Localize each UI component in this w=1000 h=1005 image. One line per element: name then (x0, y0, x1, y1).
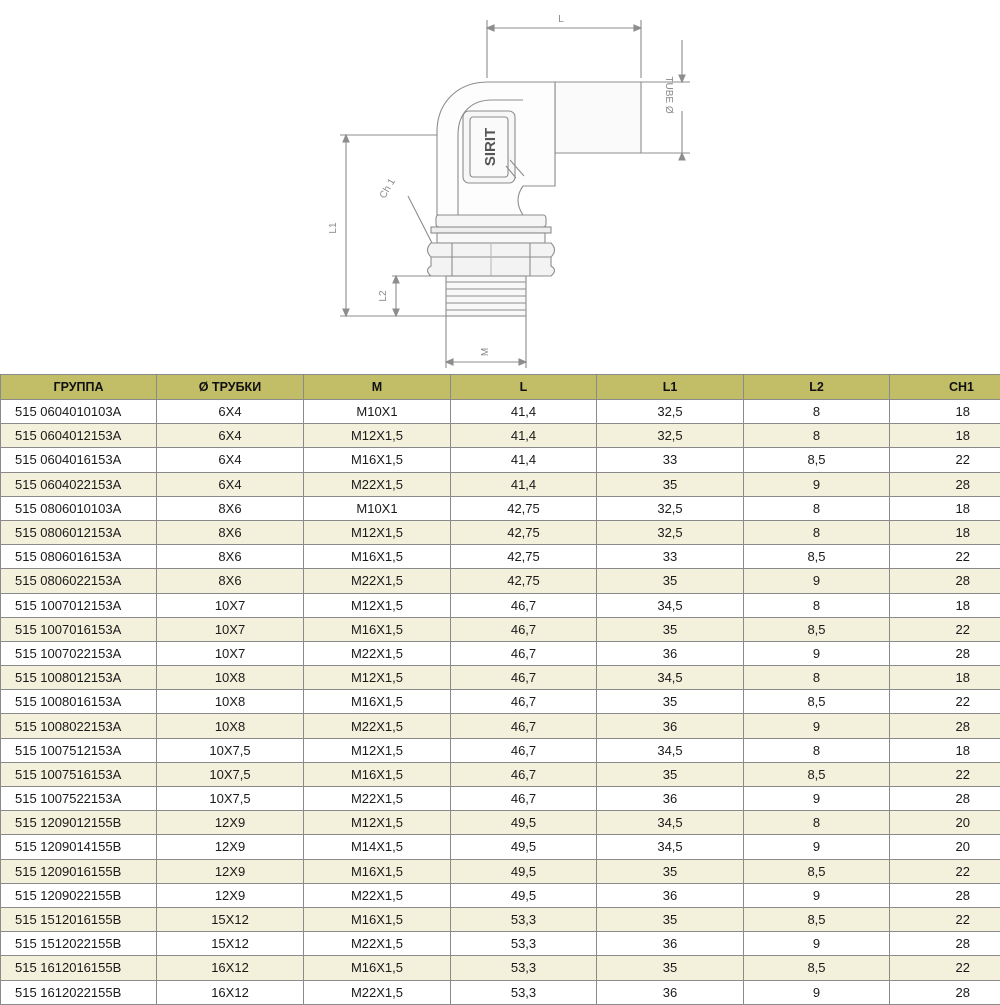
table-row (1, 617, 1000, 641)
cell-l1: 35 (597, 472, 744, 496)
cell-l2: 9 (744, 472, 890, 496)
cell-l2: 9 (744, 714, 890, 738)
cell-group: 515 1007016153A (1, 617, 157, 641)
cell-l1: 36 (597, 714, 744, 738)
cell-ch1: 18 (890, 400, 1000, 424)
cell-m: M16X1,5 (304, 859, 451, 883)
cell-group: 515 0604012153A (1, 424, 157, 448)
cell-m: M14X1,5 (304, 835, 451, 859)
cell-group: 515 1008022153A (1, 714, 157, 738)
cell-l1: 36 (597, 980, 744, 1004)
cell-l2: 8,5 (744, 762, 890, 786)
cell-m: M16X1,5 (304, 907, 451, 931)
cell-l1: 32,5 (597, 520, 744, 544)
cell-l1: 34,5 (597, 811, 744, 835)
cell-tube-diameter: 8X6 (157, 520, 304, 544)
dim-label-l1: L1 (328, 222, 339, 234)
cell-l: 42,75 (451, 496, 597, 520)
cell-group: 515 1512022155B (1, 932, 157, 956)
table-body (1, 400, 1000, 1005)
cell-ch1: 22 (890, 545, 1000, 569)
cell-l: 42,75 (451, 569, 597, 593)
cell-ch1: 22 (890, 617, 1000, 641)
cell-l2: 8 (744, 593, 890, 617)
cell-ch1: 28 (890, 569, 1000, 593)
cell-l2: 8,5 (744, 617, 890, 641)
cell-l: 49,5 (451, 859, 597, 883)
cell-m: M10X1 (304, 496, 451, 520)
cell-m: M10X1 (304, 400, 451, 424)
cell-ch1: 20 (890, 835, 1000, 859)
cell-l1: 35 (597, 956, 744, 980)
cell-ch1: 28 (890, 641, 1000, 665)
cell-l: 53,3 (451, 907, 597, 931)
cell-ch1: 28 (890, 932, 1000, 956)
cell-m: M22X1,5 (304, 787, 451, 811)
cell-m: M22X1,5 (304, 569, 451, 593)
cell-group: 515 0604010103A (1, 400, 157, 424)
cell-l: 46,7 (451, 738, 597, 762)
cell-group: 515 0806010103A (1, 496, 157, 520)
cell-m: M22X1,5 (304, 472, 451, 496)
cell-l1: 36 (597, 883, 744, 907)
cell-group: 515 0604016153A (1, 448, 157, 472)
cell-group: 515 1007522153A (1, 787, 157, 811)
column-header-l: L (451, 375, 597, 400)
cell-l1: 35 (597, 762, 744, 786)
cell-tube-diameter: 12X9 (157, 811, 304, 835)
cell-m: M16X1,5 (304, 617, 451, 641)
cell-tube-diameter: 10X8 (157, 714, 304, 738)
cell-tube-diameter: 8X6 (157, 496, 304, 520)
table-row (1, 714, 1000, 738)
cell-group: 515 0806016153A (1, 545, 157, 569)
cell-l2: 9 (744, 980, 890, 1004)
cell-l1: 35 (597, 617, 744, 641)
cell-l: 53,3 (451, 932, 597, 956)
cell-group: 515 0604022153A (1, 472, 157, 496)
table-row (1, 424, 1000, 448)
cell-ch1: 22 (890, 956, 1000, 980)
column-header-l1: L1 (597, 375, 744, 400)
cell-l1: 35 (597, 859, 744, 883)
cell-group: 515 1008016153A (1, 690, 157, 714)
table-row (1, 520, 1000, 544)
dim-label-l2: L2 (378, 290, 389, 302)
cell-tube-diameter: 12X9 (157, 883, 304, 907)
cell-tube-diameter: 8X6 (157, 545, 304, 569)
cell-l2: 9 (744, 835, 890, 859)
fitting-drawing (0, 0, 1000, 374)
cell-m: M16X1,5 (304, 690, 451, 714)
table-row (1, 956, 1000, 980)
cell-l2: 9 (744, 569, 890, 593)
cell-l: 46,7 (451, 714, 597, 738)
dim-label-ch1: Ch 1 (378, 176, 398, 200)
cell-m: M22X1,5 (304, 714, 451, 738)
table-row (1, 932, 1000, 956)
cell-m: M12X1,5 (304, 520, 451, 544)
cell-tube-diameter: 15X12 (157, 932, 304, 956)
table-row (1, 400, 1000, 424)
cell-m: M22X1,5 (304, 883, 451, 907)
cell-l2: 8 (744, 424, 890, 448)
cell-l2: 9 (744, 932, 890, 956)
cell-tube-diameter: 10X7 (157, 593, 304, 617)
table-row (1, 762, 1000, 786)
cell-ch1: 22 (890, 859, 1000, 883)
column-header-ch1: CH1 (890, 375, 1000, 400)
cell-group: 515 1007012153A (1, 593, 157, 617)
column-header-group: ГРУППА (1, 375, 157, 400)
cell-m: M16X1,5 (304, 956, 451, 980)
cell-l2: 9 (744, 641, 890, 665)
cell-ch1: 18 (890, 520, 1000, 544)
cell-ch1: 18 (890, 666, 1000, 690)
cell-l: 46,7 (451, 690, 597, 714)
cell-l1: 36 (597, 787, 744, 811)
cell-m: M16X1,5 (304, 545, 451, 569)
cell-tube-diameter: 10X8 (157, 666, 304, 690)
cell-tube-diameter: 10X7,5 (157, 762, 304, 786)
cell-l1: 33 (597, 448, 744, 472)
table-row (1, 883, 1000, 907)
cell-tube-diameter: 6X4 (157, 448, 304, 472)
table-row (1, 835, 1000, 859)
cell-l1: 34,5 (597, 666, 744, 690)
dim-label-tube: TUBE Ø (663, 76, 674, 113)
cell-ch1: 28 (890, 787, 1000, 811)
cell-l: 41,4 (451, 472, 597, 496)
cell-ch1: 18 (890, 424, 1000, 448)
cell-l1: 35 (597, 569, 744, 593)
table-row (1, 859, 1000, 883)
table-row (1, 593, 1000, 617)
sirit-logo: SIRIT (482, 128, 499, 166)
cell-ch1: 22 (890, 448, 1000, 472)
table-row (1, 907, 1000, 931)
cell-tube-diameter: 10X7,5 (157, 787, 304, 811)
cell-l: 46,7 (451, 762, 597, 786)
dim-label-l: L (558, 14, 564, 25)
table-row (1, 980, 1000, 1004)
cell-l1: 34,5 (597, 593, 744, 617)
cell-group: 515 1512016155B (1, 907, 157, 931)
cell-l2: 8 (744, 811, 890, 835)
cell-ch1: 22 (890, 907, 1000, 931)
cell-ch1: 28 (890, 980, 1000, 1004)
cell-l2: 8 (744, 520, 890, 544)
cell-l2: 8,5 (744, 859, 890, 883)
table-row (1, 738, 1000, 762)
cell-tube-diameter: 16X12 (157, 980, 304, 1004)
cell-m: M12X1,5 (304, 738, 451, 762)
cell-l1: 32,5 (597, 400, 744, 424)
cell-ch1: 18 (890, 738, 1000, 762)
table-row (1, 811, 1000, 835)
cell-l: 41,4 (451, 400, 597, 424)
cell-group: 515 1007022153A (1, 641, 157, 665)
column-header-l2: L2 (744, 375, 890, 400)
cell-l1: 33 (597, 545, 744, 569)
column-header-tube-diameter: Ø ТРУБКИ (157, 375, 304, 400)
cell-l: 49,5 (451, 811, 597, 835)
cell-group: 515 1209022155B (1, 883, 157, 907)
dim-label-m: M (480, 348, 491, 356)
cell-l: 46,7 (451, 666, 597, 690)
cell-l: 42,75 (451, 545, 597, 569)
table-row (1, 787, 1000, 811)
table-row (1, 641, 1000, 665)
cell-l: 49,5 (451, 835, 597, 859)
cell-l2: 8 (744, 400, 890, 424)
cell-group: 515 0806012153A (1, 520, 157, 544)
cell-l: 46,7 (451, 787, 597, 811)
cell-l2: 8,5 (744, 448, 890, 472)
cell-tube-diameter: 12X9 (157, 835, 304, 859)
cell-tube-diameter: 8X6 (157, 569, 304, 593)
cell-l2: 8,5 (744, 956, 890, 980)
cell-m: M16X1,5 (304, 762, 451, 786)
cell-group: 515 1007516153A (1, 762, 157, 786)
cell-l1: 32,5 (597, 424, 744, 448)
cell-group: 515 1209014155B (1, 835, 157, 859)
cell-l: 49,5 (451, 883, 597, 907)
cell-group: 515 1209012155B (1, 811, 157, 835)
cell-ch1: 18 (890, 496, 1000, 520)
cell-group: 515 1007512153A (1, 738, 157, 762)
table-row (1, 690, 1000, 714)
cell-m: M12X1,5 (304, 593, 451, 617)
cell-l1: 34,5 (597, 738, 744, 762)
cell-ch1: 28 (890, 472, 1000, 496)
cell-l: 53,3 (451, 980, 597, 1004)
cell-tube-diameter: 10X7 (157, 641, 304, 665)
cell-group: 515 1209016155B (1, 859, 157, 883)
table-row (1, 448, 1000, 472)
cell-m: M22X1,5 (304, 932, 451, 956)
cell-group: 515 0806022153A (1, 569, 157, 593)
cell-ch1: 18 (890, 593, 1000, 617)
cell-l2: 9 (744, 883, 890, 907)
cell-tube-diameter: 6X4 (157, 424, 304, 448)
cell-group: 515 1612016155B (1, 956, 157, 980)
cell-group: 515 1612022155B (1, 980, 157, 1004)
table-row (1, 496, 1000, 520)
cell-l: 46,7 (451, 641, 597, 665)
cell-tube-diameter: 10X8 (157, 690, 304, 714)
cell-l: 41,4 (451, 448, 597, 472)
fitting-spec-table (0, 374, 1000, 1005)
cell-l: 42,75 (451, 520, 597, 544)
cell-m: M12X1,5 (304, 811, 451, 835)
table-header-row (1, 375, 1000, 400)
cell-l2: 8 (744, 666, 890, 690)
cell-l2: 8 (744, 738, 890, 762)
cell-ch1: 22 (890, 690, 1000, 714)
cell-l2: 8 (744, 496, 890, 520)
table-row (1, 472, 1000, 496)
cell-tube-diameter: 6X4 (157, 400, 304, 424)
cell-m: M16X1,5 (304, 448, 451, 472)
cell-l: 46,7 (451, 617, 597, 641)
cell-l1: 36 (597, 932, 744, 956)
table-row (1, 545, 1000, 569)
cell-l1: 32,5 (597, 496, 744, 520)
table-row (1, 666, 1000, 690)
cell-m: M22X1,5 (304, 641, 451, 665)
cell-m: M22X1,5 (304, 980, 451, 1004)
cell-tube-diameter: 12X9 (157, 859, 304, 883)
cell-ch1: 28 (890, 714, 1000, 738)
cell-l1: 35 (597, 690, 744, 714)
cell-m: M12X1,5 (304, 424, 451, 448)
cell-l1: 35 (597, 907, 744, 931)
cell-tube-diameter: 10X7,5 (157, 738, 304, 762)
column-header-m: M (304, 375, 451, 400)
cell-l: 41,4 (451, 424, 597, 448)
cell-l2: 8,5 (744, 545, 890, 569)
cell-l: 53,3 (451, 956, 597, 980)
cell-tube-diameter: 15X12 (157, 907, 304, 931)
cell-group: 515 1008012153A (1, 666, 157, 690)
cell-ch1: 22 (890, 762, 1000, 786)
cell-l2: 8,5 (744, 907, 890, 931)
cell-l2: 8,5 (744, 690, 890, 714)
cell-tube-diameter: 10X7 (157, 617, 304, 641)
cell-tube-diameter: 16X12 (157, 956, 304, 980)
cell-ch1: 20 (890, 811, 1000, 835)
cell-l1: 36 (597, 641, 744, 665)
cell-m: M12X1,5 (304, 666, 451, 690)
table-row (1, 569, 1000, 593)
cell-l: 46,7 (451, 593, 597, 617)
cell-l1: 34,5 (597, 835, 744, 859)
cell-l2: 9 (744, 787, 890, 811)
cell-tube-diameter: 6X4 (157, 472, 304, 496)
cell-ch1: 28 (890, 883, 1000, 907)
